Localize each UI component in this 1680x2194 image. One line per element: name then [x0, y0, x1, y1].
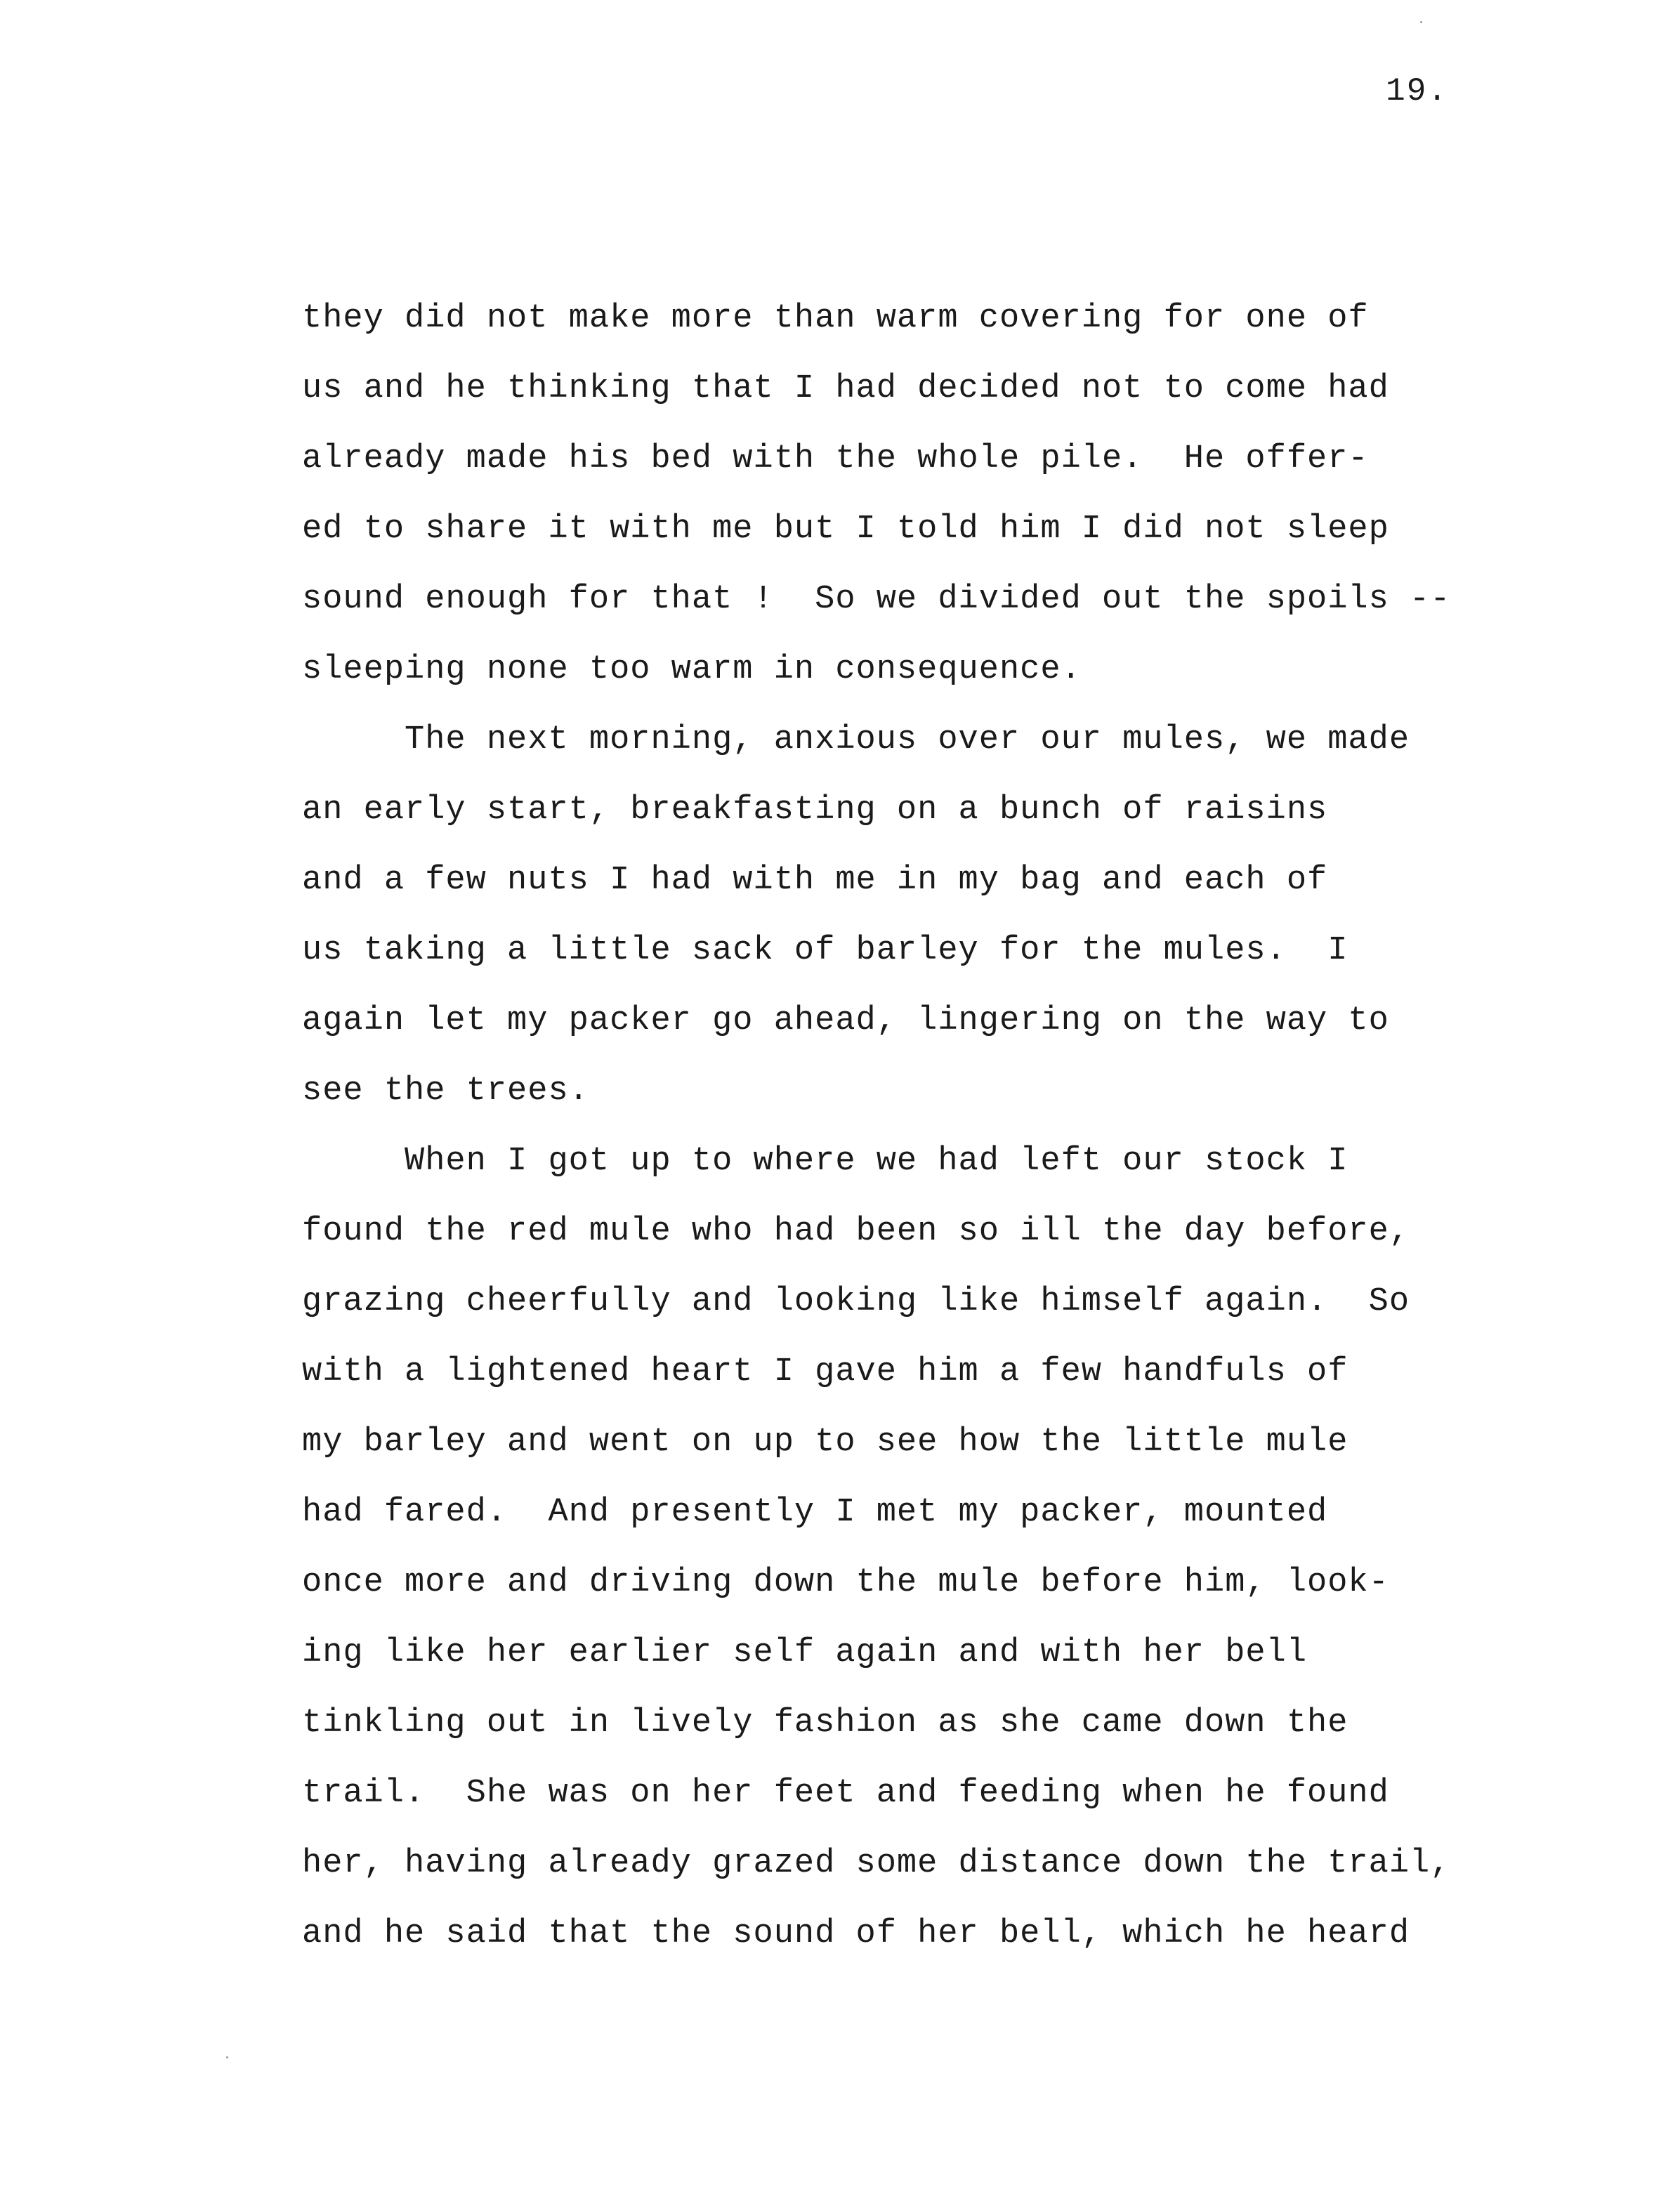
text-line: sound enough for that ! So we divided out the spoils -- [302, 581, 1451, 618]
text-line: they did not make more than warm covering for one of [302, 300, 1369, 337]
page-number: 19. [1386, 73, 1448, 110]
text-line: grazing cheerfully and looking like himself again. So [302, 1283, 1410, 1320]
text-line: had fared. And presently I met my packer, mounted [302, 1494, 1328, 1531]
text-line: and a few nuts I had with me in my bag and each of [302, 862, 1328, 899]
text-line: us taking a little sack of barley for the mules. I [302, 932, 1348, 969]
text-line: again let my packer go ahead, lingering on the way to [302, 1002, 1389, 1039]
text-line: found the red mule who had been so ill the day before, [302, 1213, 1410, 1250]
text-line: with a lightened heart I gave him a few handfuls of [302, 1353, 1348, 1391]
text-line: trail. She was on her feet and feeding when he found [302, 1775, 1389, 1812]
text-line: ed to share it with me but I told him I did not sleep [302, 511, 1389, 548]
text-line: and he said that the sound of her bell, which he heard [302, 1915, 1410, 1952]
paper-speck [226, 2056, 228, 2058]
text-line: When I got up to where we had left our stock I [302, 1143, 1348, 1180]
text-line: sleeping none too warm in consequence. [302, 651, 1082, 688]
text-line: her, having already grazed some distance down the trail, [302, 1845, 1451, 1882]
text-line: ing like her earlier self again and with her bell [302, 1634, 1308, 1671]
text-line: already made his bed with the whole pile. He offer- [302, 440, 1369, 478]
text-line: see the trees. [302, 1072, 589, 1110]
body-text [302, 284, 1566, 1969]
text-line: my barley and went on up to see how the little mule [302, 1424, 1348, 1461]
text-line: once more and driving down the mule before him, look- [302, 1564, 1389, 1601]
text-line: us and he thinking that I had decided not to come had [302, 370, 1389, 407]
text-line: The next morning, anxious over our mules, we made [302, 721, 1410, 758]
text-line: tinkling out in lively fashion as she came down the [302, 1704, 1348, 1742]
text-line: an early start, breakfasting on a bunch of raisins [302, 791, 1328, 829]
paper-speck [1420, 21, 1422, 23]
